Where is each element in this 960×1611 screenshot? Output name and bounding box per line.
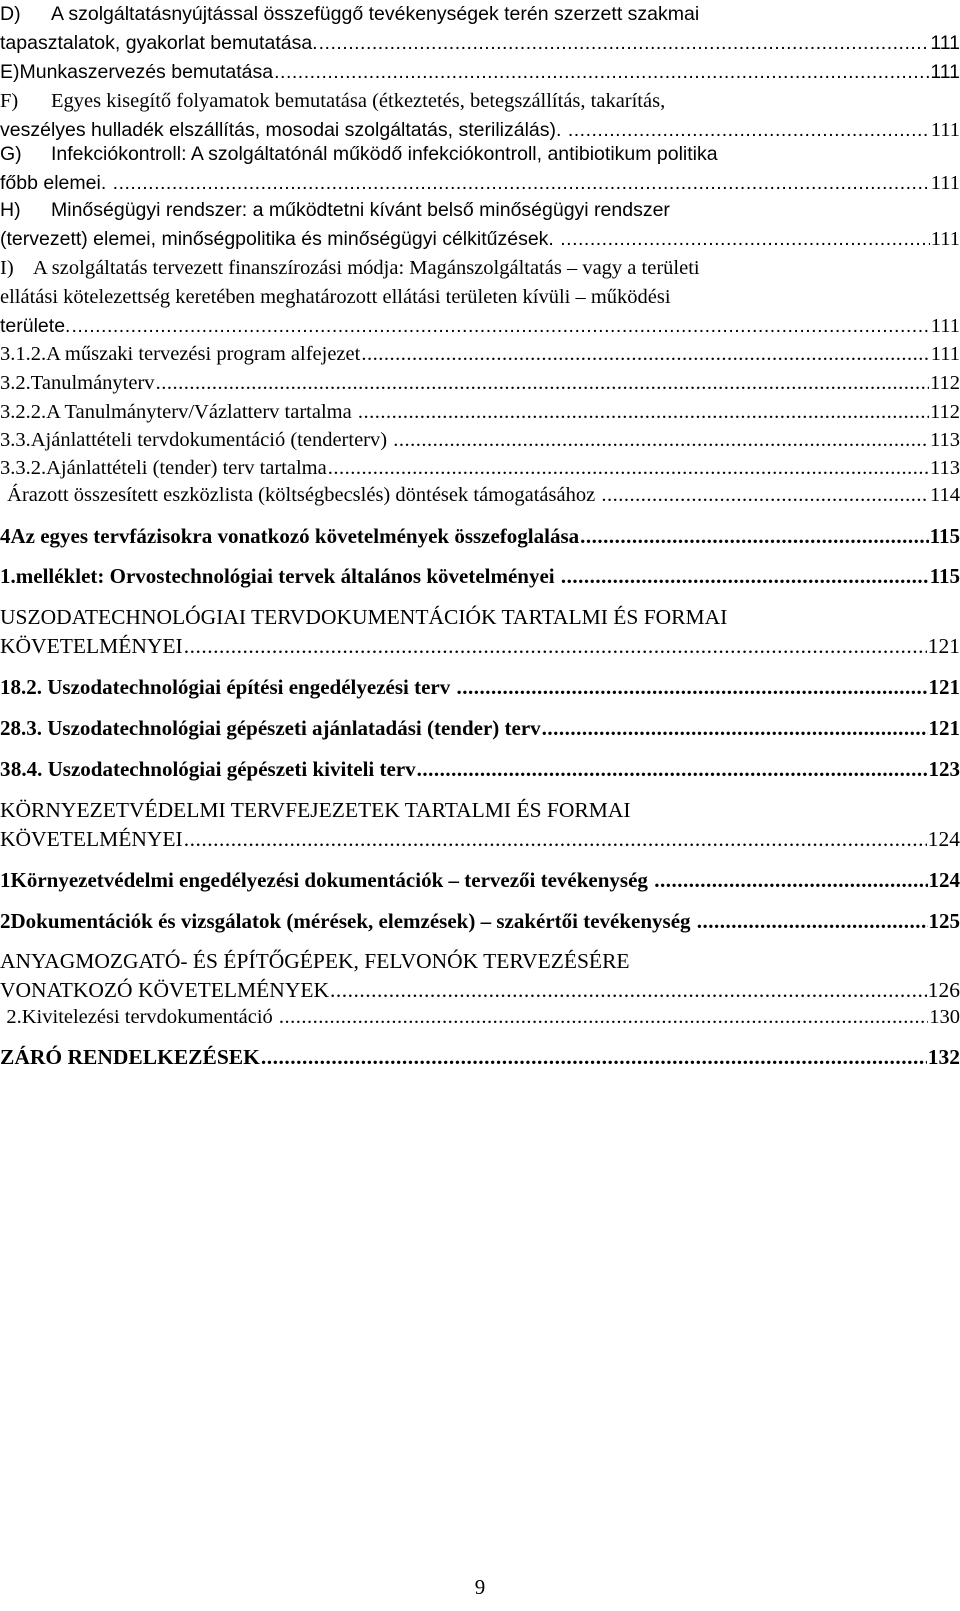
toc-page-number: 121 (927, 634, 960, 658)
toc-page-number: 124 (927, 827, 960, 851)
toc-page-number: 115 (929, 524, 960, 548)
toc-entry-title: Árazott összesített eszközlista (költségbecslés) döntések támogatásához (7, 484, 601, 506)
toc-entry-kornyezetvedelmi[interactable] (0, 796, 960, 854)
toc-entry-uszodatechnologiai[interactable] (0, 603, 960, 661)
toc-entry-8-4[interactable] (0, 755, 960, 784)
toc-entry-3-2-2[interactable] (0, 398, 960, 427)
toc-entry-number: 1 (0, 675, 11, 699)
toc-page-number: 111 (930, 61, 960, 83)
dot-leader (279, 1003, 928, 1032)
toc-entry-kivitelezesi[interactable] (0, 1003, 960, 1032)
dot-leader (560, 225, 930, 254)
toc-entry-title: Az egyes tervfázisokra vonatkozó követelmények összefoglalása (10, 524, 580, 548)
toc-entry-title: A szolgáltatás tervezett finanszírozási módja: Magánszolgáltatás – vagy a területi (33, 257, 700, 279)
toc-entry-title: 8.3. Uszodatechnológiai gépészeti ajánlatadási (tender) terv (10, 716, 541, 740)
dot-leader (542, 714, 928, 743)
toc-page-number: 121 (928, 716, 960, 740)
toc-entry-title: főbb elemei. (0, 172, 112, 194)
toc-page-number: 126 (927, 978, 960, 1002)
toc-page-number: 125 (928, 909, 960, 933)
toc-entry-title: USZODATECHNOLÓGIAI TERVDOKUMENTÁCIÓK TARTALMI ÉS FORMAI (0, 605, 728, 629)
toc-entry-number: H) (0, 199, 21, 221)
toc-page-number: 111 (930, 32, 960, 54)
toc-entry-3-1-2[interactable] (0, 340, 960, 369)
dot-leader (71, 312, 929, 341)
toc-entry-melleklet[interactable] (0, 562, 960, 591)
toc-entry-3-3-2[interactable] (0, 454, 960, 483)
toc-entry-title: KÖRNYEZETVÉDELMI TERVFEJEZETEK TARTALMI ÉS FORMAI (0, 798, 631, 822)
toc-entry-number: 2. (6, 1006, 22, 1028)
toc-entry-4[interactable] (0, 522, 960, 551)
toc-entry-title: VONATKOZÓ KÖVETELMÉNYEK (0, 978, 330, 1002)
toc-entry-number: G) (0, 143, 22, 165)
toc-page-number: 132 (927, 1045, 960, 1069)
toc-entry-number: 3.2.2. (0, 401, 47, 423)
toc-entry-i[interactable] (0, 254, 960, 341)
dot-leader (358, 398, 929, 427)
toc-entry-title: 1.melléklet: Orvostechnológiai tervek általános követelményei (0, 564, 560, 588)
toc-entry-d[interactable] (0, 0, 960, 58)
toc-entry-title: ANYAGMOZGATÓ- ÉS ÉPÍTŐGÉPEK, FELVONÓK TERVEZÉSÉRE (0, 949, 630, 973)
toc-entry-zaro-rendelkezesek[interactable] (0, 1043, 960, 1072)
toc-entry-number: 2 (0, 716, 11, 740)
page-number: 9 (474, 1575, 486, 1599)
dot-leader (457, 673, 928, 702)
dot-leader (319, 29, 930, 58)
toc-entry-3-3[interactable] (0, 426, 960, 455)
toc-entry-h[interactable] (0, 196, 960, 254)
toc-entry-title: 8.2. Uszodatechnológiai építési engedélyezési terv (10, 675, 456, 699)
toc-entry-kornyezetvedelmi-engedelyezes[interactable] (0, 866, 960, 895)
dot-leader (561, 562, 929, 591)
toc-entry-f[interactable] (0, 87, 960, 145)
dot-leader (697, 907, 928, 936)
toc-page-number: 111 (930, 315, 960, 337)
toc-entry-title: Ajánlattételi tervdokumentáció (tenderterv) (30, 429, 393, 451)
toc-entry-dokumentaciok[interactable] (0, 907, 960, 936)
toc-entry-title: Környezetvédelmi engedélyezési dokumentációk – tervezői tevékenység (10, 868, 654, 892)
toc-entry-title: A szolgáltatásnyújtással összefüggő tevékenységek terén szerzett szakmai (51, 3, 700, 25)
dot-leader (328, 454, 929, 483)
toc-entry-number: F) (0, 90, 19, 112)
toc-entry-number: 3.3. (0, 429, 31, 451)
toc-entry-number: 3.1.2. (0, 343, 47, 365)
toc-entry-title: 8.4. Uszodatechnológiai gépészeti kiviteli terv (10, 757, 416, 781)
toc-page-number: 113 (930, 429, 960, 451)
toc-entry-title: Kivitelezési tervdokumentáció (21, 1006, 278, 1028)
toc-entry-8-3[interactable] (0, 714, 960, 743)
toc-entry-number: E) (0, 61, 20, 83)
toc-page-number: 111 (930, 228, 960, 250)
toc-entry-title: (tervezett) elemei, minőségpolitika és minőségügyi célkitűzések. (0, 228, 560, 250)
toc-entry-title: A műszaki tervezési program alfejezet (46, 343, 361, 365)
dot-leader (654, 866, 927, 895)
toc-entry-number: 1 (0, 868, 11, 892)
toc-entry-title: Minőségügyi rendszer: a működtetni kívánt belső minőségügyi rendszer (51, 199, 670, 221)
toc-page-number: 124 (928, 868, 960, 892)
toc-entry-title: veszélyes hulladék elszállítás, mosodai szolgáltatás, sterilizálás). (0, 119, 567, 141)
toc-entry-arazott[interactable] (0, 481, 960, 510)
toc-page-number: 115 (929, 564, 960, 588)
toc-entry-title: KÖVETELMÉNYEI (0, 827, 183, 851)
toc-page-number: 113 (930, 457, 960, 479)
toc-entry-title: ZÁRÓ RENDELKEZÉSEK (0, 1045, 260, 1069)
toc-page-number: 114 (930, 484, 960, 506)
dot-leader (361, 340, 929, 369)
toc-entry-title: Dokumentációk és vizsgálatok (mérések, elemzések) – szakértői tevékenység (10, 909, 696, 933)
toc-entry-number: 3.2. (0, 372, 31, 394)
dot-leader (261, 1043, 927, 1072)
toc-entry-title: tapasztalatok, gyakorlat bemutatása. (0, 32, 318, 54)
toc-entry-title: Tanulmányterv (30, 372, 155, 394)
toc-entry-number: 2 (0, 909, 11, 933)
toc-page-number: 121 (928, 675, 960, 699)
toc-page-number: 111 (930, 343, 960, 365)
toc-entry-anyagmozgato[interactable] (0, 947, 960, 1005)
toc-entry-number: 3.3.2. (0, 457, 47, 479)
toc-entry-title: Ajánlattételi (tender) terv tartalma (46, 457, 327, 479)
toc-entry-title: Infekciókontroll: A szolgáltatónál működő infekciókontroll, antibiotikum politika (51, 143, 718, 165)
toc-entry-e[interactable] (0, 58, 960, 87)
toc-entry-g[interactable] (0, 140, 960, 198)
toc-entry-number: I) (0, 257, 14, 279)
toc-entry-8-2[interactable] (0, 673, 960, 702)
toc-entry-3-2[interactable] (0, 369, 960, 398)
toc-page-number: 112 (930, 372, 960, 394)
dot-leader (417, 755, 928, 784)
toc-page-number: 112 (930, 401, 960, 423)
dot-leader (184, 632, 927, 661)
toc-entry-number: 3 (0, 757, 11, 781)
toc-page-number: 111 (930, 172, 960, 194)
toc-entry-title: KÖVETELMÉNYEI (0, 634, 183, 658)
toc-page-number: 111 (930, 119, 960, 141)
dot-leader (580, 522, 929, 551)
toc-entry-title: Egyes kisegítő folyamatok bemutatása (étkeztetés, betegszállítás, takarítás, (51, 90, 666, 112)
toc-entry-title: ellátási kötelezettség keretében meghatározott ellátási területen kívüli – működési (0, 286, 671, 308)
dot-leader (113, 169, 930, 198)
dot-leader (274, 58, 929, 87)
toc-page-number: 130 (929, 1006, 960, 1028)
dot-leader (601, 481, 929, 510)
toc-entry-number: 4 (0, 524, 11, 548)
dot-leader (330, 976, 927, 1005)
dot-leader (156, 369, 929, 398)
toc-page-number: 123 (928, 757, 960, 781)
toc-entry-title: Munkaszervezés bemutatása (19, 61, 274, 83)
toc-entry-title: A Tanulmányterv/Vázlatterv tartalma (46, 401, 357, 423)
toc-entry-title: területe. (0, 315, 71, 337)
dot-leader (184, 825, 927, 854)
toc-entry-number: D) (0, 3, 21, 25)
dot-leader (393, 426, 929, 455)
